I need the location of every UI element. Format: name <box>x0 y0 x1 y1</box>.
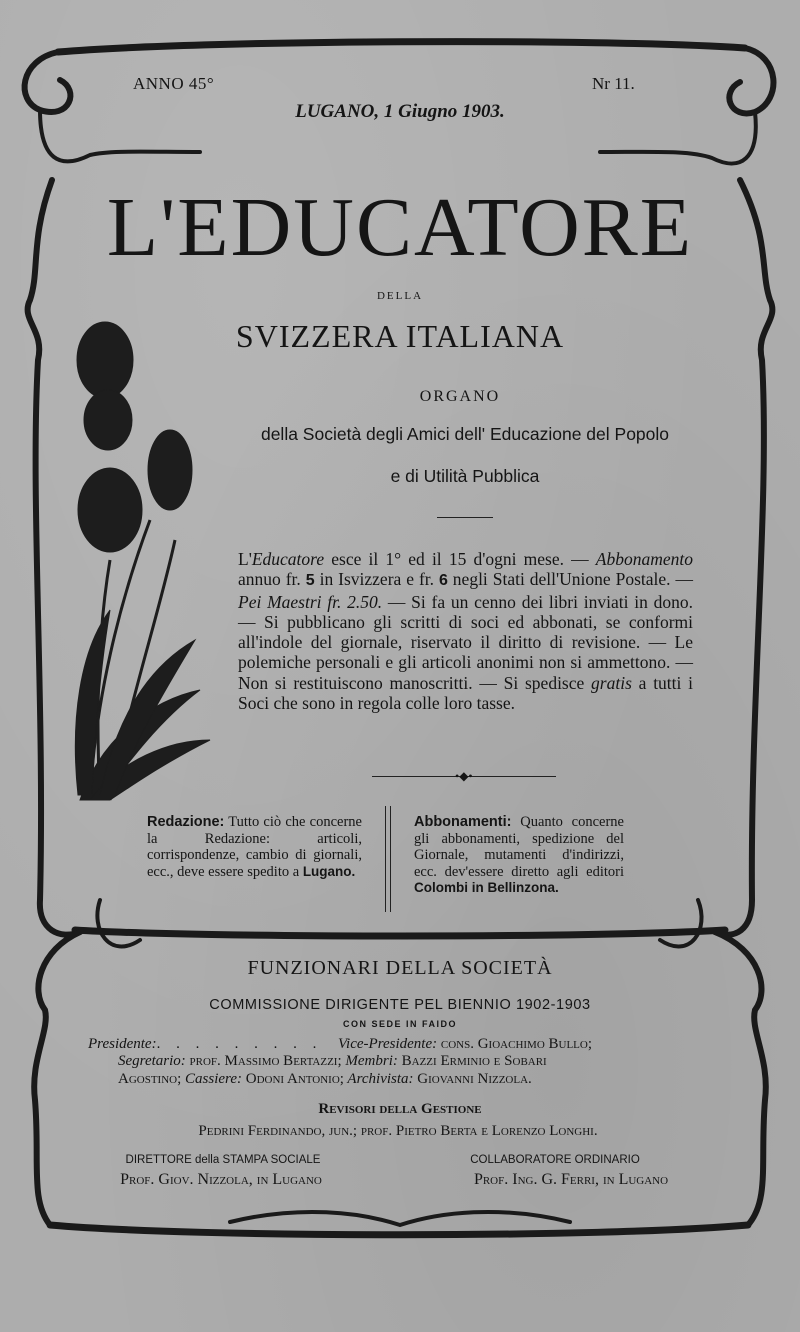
notice-gratis: gratis <box>591 672 632 693</box>
segretario-name: prof. Massimo Bertazzi; <box>185 1053 342 1069</box>
committee-seat: CON SEDE IN FAIDO <box>342 1019 457 1029</box>
secretary-line <box>118 1053 547 1070</box>
redazione-column <box>147 814 362 880</box>
cassiere-name: Odoni Antonio; <box>241 1071 344 1087</box>
masthead-subtitle: SVIZZERA ITALIANA <box>235 318 565 354</box>
segretario-label: Segretario: <box>118 1053 186 1069</box>
column-divider <box>385 806 391 912</box>
auditors-names: Pedrini Ferdinando, jun.; prof. Pietro Berta e Lorenzo Longhi. <box>198 1123 598 1139</box>
volume-year: ANNO 45° <box>133 74 215 93</box>
officials-heading: FUNZIONARI DELLA SOCIETÀ <box>247 957 553 979</box>
archivista-name: Giovanni Nizzola. <box>413 1071 532 1087</box>
organ-line-2: e di Utilità Pubblica <box>390 466 540 486</box>
notice-text: L' <box>238 549 252 569</box>
masthead-della: DELLA <box>376 290 424 302</box>
notice-text: esce il 1° ed il 15 d'ogni mese. — <box>324 549 596 569</box>
committee-heading: COMMISSIONE DIRIGENTE PEL BIENNIO 1902-1903 <box>209 997 591 1013</box>
subscription-notice <box>238 549 693 713</box>
abbonamenti-text: Quanto concerne gli abbonamenti, spedizione del Giornale, mutamenti d'indirizzi, ecc. dev'essere diretto agli editori <box>414 814 624 880</box>
director-label: DIRETTORE della STAMPA SOCIALE <box>125 1154 321 1166</box>
abbonamenti-column <box>414 814 624 897</box>
notice-abbonamento: Abbonamento <box>595 549 693 569</box>
masthead-title: L'EDUCATORE <box>106 181 694 274</box>
treasurer-line <box>118 1071 532 1088</box>
membri-label: Membri: <box>341 1053 398 1069</box>
membri-name: Bazzi Erminio e Sobari <box>397 1053 547 1069</box>
auditors-heading: Revisori della Gestione <box>318 1101 482 1117</box>
collaborator-name: Prof. Ing. G. Ferri, in Lugano <box>473 1171 669 1188</box>
issue-number: Nr 11. <box>592 74 635 93</box>
abbonamenti-editors: Colombi in Bellinzona. <box>414 880 559 895</box>
redazione-text: Tutto ciò che concerne la Redazione: articoli, corrispondenze, cambio di giornali, ecc., deve essere spedito a <box>147 814 362 880</box>
vice-name: cons. Gioachimo Bullo; <box>437 1036 593 1052</box>
vice-president-line <box>338 1036 592 1053</box>
abbonamenti-label: Abbonamenti: <box>414 814 512 830</box>
presidente-label: Presidente: <box>88 1036 157 1052</box>
director-name: Prof. Giov. Nizzola, in Lugano <box>120 1171 322 1188</box>
organ-line-1: della Società degli Amici dell' Educazione del Popolo <box>260 424 670 444</box>
notice-text: — Si fa un cenno dei libri inviati in dono. — Si pubblicano gli scritti di soci ed abbonati, se conformi all'indole del giornale, riservato il diritto di revisione. — Le polemiche personali e gli articoli anonimi non si ammettono. — Non si restituiscono manoscritti. — Si spedisce <box>238 591 693 693</box>
leader-dots: . . . . . . . . . <box>156 1036 323 1052</box>
ornament-glyph: •◆• <box>455 769 473 783</box>
short-divider <box>437 517 493 518</box>
notice-text: in Isvizzera e fr. <box>314 569 439 590</box>
collaborator-label: COLLABORATORE ORDINARIO <box>470 1154 640 1166</box>
notice-text: a tutti i Soci che sono in regola colle loro tasse. <box>238 672 694 714</box>
redazione-label: Redazione: <box>147 814 225 830</box>
flower-illustration <box>75 322 210 800</box>
president-line <box>88 1036 322 1053</box>
notice-price-foreign: 6 <box>438 572 448 590</box>
notice-teacher-price: Pei Maestri fr. 2.50. <box>238 591 383 612</box>
redazione-city: Lugano. <box>302 863 356 879</box>
notice-price-swiss: 5 <box>305 572 315 590</box>
organ-heading: ORGANO <box>419 388 501 405</box>
notice-text: annuo fr. <box>238 569 306 590</box>
issue-date: LUGANO, 1 Giugno 1903. <box>295 101 505 122</box>
notice-text: negli Stati dell'Unione Postale. — <box>447 569 693 590</box>
archivista-label: Archivista: <box>343 1071 414 1087</box>
notice-journal-name: Educatore <box>251 549 325 569</box>
cassiere-label: Cassiere: <box>181 1071 242 1087</box>
membri-name-cont: Agostino; <box>118 1071 182 1087</box>
vice-label: Vice-Presidente: <box>338 1036 438 1052</box>
